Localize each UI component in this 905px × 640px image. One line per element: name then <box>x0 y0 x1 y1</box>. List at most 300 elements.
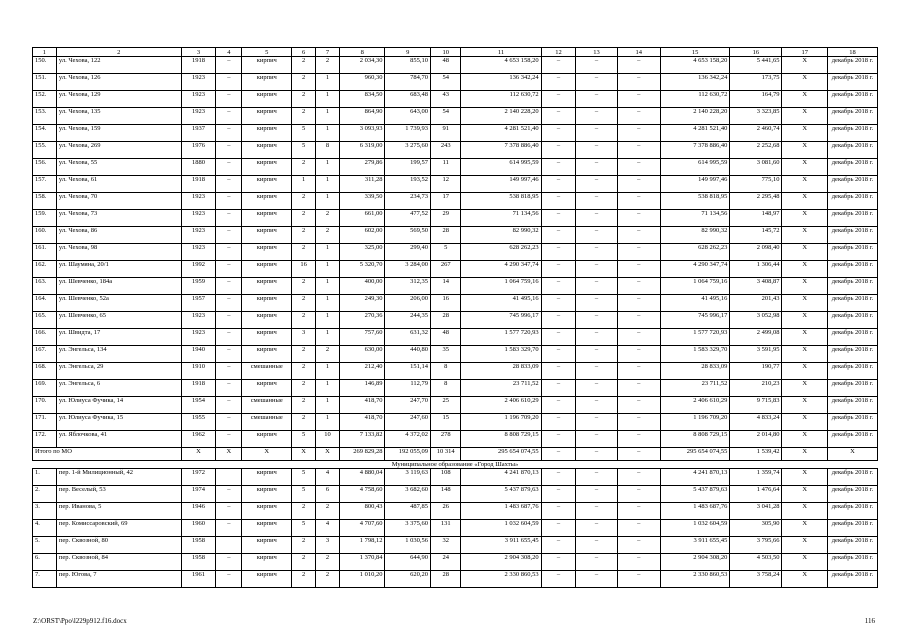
table-cell: кирпич <box>242 503 292 520</box>
table-cell: – <box>216 431 242 448</box>
table-cell: 82 990,32 <box>660 227 729 244</box>
table-cell: 28 833,09 <box>461 363 541 380</box>
table-cell: 173,75 <box>730 74 782 91</box>
table-cell: X <box>782 503 828 520</box>
table-cell: 164. <box>33 295 57 312</box>
table-cell: 800,43 <box>339 503 385 520</box>
table-cell: X <box>782 227 828 244</box>
table-cell: – <box>576 57 617 74</box>
table-cell: 1 <box>316 125 340 142</box>
table-cell: 163. <box>33 278 57 295</box>
table-row <box>33 125 878 142</box>
table-cell: 278 <box>431 431 461 448</box>
table-cell: 1918 <box>181 380 216 397</box>
column-number-cell: 16 <box>730 48 782 57</box>
table-cell: – <box>576 261 617 278</box>
table-cell: 3 <box>292 329 316 346</box>
total-cell: 295 654 074,55 <box>660 448 729 461</box>
total-cell: 295 654 074,55 <box>461 448 541 461</box>
table-cell: 2 <box>292 414 316 431</box>
table-row <box>33 312 878 329</box>
table-cell: 2 330 860,53 <box>461 571 541 588</box>
table-cell: 4 <box>316 520 340 537</box>
table-cell: 4 758,60 <box>339 486 385 503</box>
table-cell: ул. Чехова, 135 <box>56 108 181 125</box>
table-row <box>33 142 878 159</box>
table-cell: декабрь 2018 г. <box>827 244 877 261</box>
table-cell <box>216 469 242 486</box>
table-cell: 1 <box>316 193 340 210</box>
table-cell: 3 591,95 <box>730 346 782 363</box>
table-cell: 418,70 <box>339 397 385 414</box>
table-cell: ул. Чехова, 159 <box>56 125 181 142</box>
table-cell: 644,90 <box>385 554 431 571</box>
table-cell: 775,10 <box>730 176 782 193</box>
table-cell: пер. 1-й Милиционный, 42 <box>56 469 181 486</box>
table-cell: 152. <box>33 91 57 108</box>
table-cell: ул. Энгельса, 134 <box>56 346 181 363</box>
table-cell: кирпич <box>242 159 292 176</box>
table-cell: 1923 <box>181 244 216 261</box>
table-cell: 4 241 870,13 <box>461 469 541 486</box>
column-number-cell: 18 <box>827 48 877 57</box>
table-cell: пер. Югова, 7 <box>56 571 181 588</box>
table-cell: 3 795,66 <box>730 537 782 554</box>
table-cell: 112 630,72 <box>461 91 541 108</box>
table-cell: 201,43 <box>730 295 782 312</box>
table-cell: пер. Сквозной, 80 <box>56 537 181 554</box>
table-cell: 2 <box>292 159 316 176</box>
table-cell: – <box>617 193 660 210</box>
table-cell: 1910 <box>181 363 216 380</box>
table-cell: 16 <box>292 261 316 278</box>
table-cell: – <box>576 244 617 261</box>
table-cell: 154. <box>33 125 57 142</box>
table-cell: декабрь 2018 г. <box>827 108 877 125</box>
total-cell: 269 829,28 <box>339 448 385 461</box>
table-cell: декабрь 2018 г. <box>827 125 877 142</box>
table-cell: 165. <box>33 312 57 329</box>
table-cell: 1923 <box>181 227 216 244</box>
table-cell: 168. <box>33 363 57 380</box>
table-cell: 1 <box>316 244 340 261</box>
table-cell: 3. <box>33 503 57 520</box>
table-cell: кирпич <box>242 74 292 91</box>
table-cell: 3 081,60 <box>730 159 782 176</box>
table-cell: – <box>216 74 242 91</box>
table-cell: 2 140 228,20 <box>461 108 541 125</box>
table-cell: 4 281 521,40 <box>461 125 541 142</box>
table-cell: 1923 <box>181 91 216 108</box>
table-cell: X <box>782 261 828 278</box>
table-cell: X <box>782 278 828 295</box>
table-cell: 160. <box>33 227 57 244</box>
table-cell: – <box>617 142 660 159</box>
table-cell: 1 359,74 <box>730 469 782 486</box>
table-cell: кирпич <box>242 57 292 74</box>
table-cell: 1 476,64 <box>730 486 782 503</box>
table-cell: – <box>541 210 576 227</box>
column-number-cell: 9 <box>385 48 431 57</box>
table-cell: смешанные <box>242 414 292 431</box>
table-cell: 620,20 <box>385 571 431 588</box>
table-cell: 1937 <box>181 125 216 142</box>
table-cell: 2 <box>292 108 316 125</box>
table-row <box>33 431 878 448</box>
table-cell: 14 <box>431 278 461 295</box>
table-cell: – <box>216 329 242 346</box>
table-cell: 212,40 <box>339 363 385 380</box>
table-cell: – <box>576 142 617 159</box>
table-cell: 6 319,00 <box>339 142 385 159</box>
table-cell: 4 833,24 <box>730 414 782 431</box>
table-cell: X <box>782 380 828 397</box>
table-cell: 1955 <box>181 414 216 431</box>
total-cell: – <box>617 448 660 461</box>
table-cell: 311,28 <box>339 176 385 193</box>
table-cell: 148,97 <box>730 210 782 227</box>
section-title: Муниципальное образование «Город Шахты» <box>33 461 878 469</box>
table-cell: 418,70 <box>339 414 385 431</box>
table-row <box>33 74 878 91</box>
table-cell: 2 <box>316 210 340 227</box>
table-cell: 2 252,68 <box>730 142 782 159</box>
total-row <box>33 448 878 461</box>
table-cell: декабрь 2018 г. <box>827 295 877 312</box>
table-cell: – <box>576 108 617 125</box>
table-cell: кирпич <box>242 91 292 108</box>
table-cell: 24 <box>431 554 461 571</box>
table-cell: 440,80 <box>385 346 431 363</box>
registry-table <box>32 47 878 588</box>
table-cell: – <box>216 414 242 431</box>
table-cell: 1 032 604,59 <box>660 520 729 537</box>
table-cell: 1 <box>292 176 316 193</box>
table-cell: 2 295,48 <box>730 193 782 210</box>
total-cell: – <box>541 448 576 461</box>
table-cell: 325,00 <box>339 244 385 261</box>
total-cell: X <box>316 448 340 461</box>
table-cell: декабрь 2018 г. <box>827 278 877 295</box>
table-cell: 7 133,82 <box>339 431 385 448</box>
table-cell: декабрь 2018 г. <box>827 329 877 346</box>
table-cell: – <box>216 142 242 159</box>
table-cell: – <box>216 380 242 397</box>
table-cell: – <box>541 244 576 261</box>
table-cell: – <box>541 295 576 312</box>
table-cell: 4 241 870,13 <box>660 469 729 486</box>
table-cell: – <box>576 74 617 91</box>
table-cell: – <box>216 125 242 142</box>
table-cell: декабрь 2018 г. <box>827 414 877 431</box>
table-cell: 1 483 687,76 <box>461 503 541 520</box>
table-cell: декабрь 2018 г. <box>827 554 877 571</box>
table-cell: – <box>576 363 617 380</box>
table-cell: – <box>617 227 660 244</box>
table-cell: 3 911 655,45 <box>660 537 729 554</box>
table-cell: 2 <box>292 537 316 554</box>
table-cell: – <box>541 108 576 125</box>
table-cell: 17 <box>431 193 461 210</box>
table-cell: 249,30 <box>339 295 385 312</box>
table-cell: 190,77 <box>730 363 782 380</box>
table-cell: кирпич <box>242 125 292 142</box>
table-cell: – <box>541 469 576 486</box>
column-number-cell: 14 <box>617 48 660 57</box>
table-cell: 2 <box>292 571 316 588</box>
table-cell: 164,79 <box>730 91 782 108</box>
table-cell: – <box>541 571 576 588</box>
table-cell: 1918 <box>181 176 216 193</box>
table-cell: 3 323,85 <box>730 108 782 125</box>
table-cell: – <box>576 176 617 193</box>
table-cell: 602,00 <box>339 227 385 244</box>
table-cell: 745 996,17 <box>660 312 729 329</box>
table-cell: 5 <box>292 125 316 142</box>
table-cell: 1961 <box>181 571 216 588</box>
table-cell: 10 <box>316 431 340 448</box>
table-cell: ул. Энгельса, 6 <box>56 380 181 397</box>
table-cell: – <box>617 571 660 588</box>
total-cell: X <box>292 448 316 461</box>
table-cell: 112 630,72 <box>660 91 729 108</box>
table-cell: кирпич <box>242 469 292 486</box>
table-cell: 1 196 709,20 <box>660 414 729 431</box>
table-cell: – <box>541 227 576 244</box>
table-cell: – <box>576 520 617 537</box>
table-cell: 3 041,28 <box>730 503 782 520</box>
table-cell: 3 093,93 <box>339 125 385 142</box>
footer-file-path: Z:\ORST\Ppo\l229p912.f16.docx <box>33 617 127 625</box>
table-cell: ул. Шевченко, 65 <box>56 312 181 329</box>
table-cell: X <box>782 176 828 193</box>
table-cell: 628 262,23 <box>461 244 541 261</box>
table-cell: 1 064 759,16 <box>461 278 541 295</box>
table-cell: – <box>617 346 660 363</box>
table-cell: X <box>782 346 828 363</box>
table-cell: 5 437 879,63 <box>660 486 729 503</box>
table-cell: 23 711,52 <box>660 380 729 397</box>
table-cell: 1958 <box>181 554 216 571</box>
table-cell: 1 <box>316 363 340 380</box>
table-cell: 2 499,08 <box>730 329 782 346</box>
table-cell: 569,50 <box>385 227 431 244</box>
table-cell: декабрь 2018 г. <box>827 176 877 193</box>
table-cell: 199,57 <box>385 159 431 176</box>
table-cell: 35 <box>431 346 461 363</box>
table-cell: – <box>541 312 576 329</box>
table-cell: – <box>541 193 576 210</box>
table-cell: декабрь 2018 г. <box>827 312 877 329</box>
table-cell: 149 997,46 <box>660 176 729 193</box>
table-cell: – <box>617 278 660 295</box>
table-cell: – <box>576 125 617 142</box>
table-cell: 48 <box>431 57 461 74</box>
table-cell: кирпич <box>242 193 292 210</box>
table-cell: X <box>782 210 828 227</box>
table-cell: 312,35 <box>385 278 431 295</box>
table-cell: – <box>541 346 576 363</box>
table-cell: – <box>617 74 660 91</box>
table-cell: 2 <box>292 244 316 261</box>
table-cell: 1 <box>316 380 340 397</box>
table-cell: кирпич <box>242 380 292 397</box>
table-cell: 7 378 886,40 <box>660 142 729 159</box>
table-cell: 153. <box>33 108 57 125</box>
table-cell: 1 <box>316 312 340 329</box>
table-cell: 151. <box>33 74 57 91</box>
table-cell: ул. Чехова, 122 <box>56 57 181 74</box>
table-cell: 5 <box>292 431 316 448</box>
table-cell: 25 <box>431 397 461 414</box>
table-cell: кирпич <box>242 244 292 261</box>
table-cell: кирпич <box>242 312 292 329</box>
table-cell: 834,50 <box>339 91 385 108</box>
table-cell: кирпич <box>242 431 292 448</box>
table-cell: 161. <box>33 244 57 261</box>
table-cell: – <box>617 244 660 261</box>
column-number-cell: 17 <box>782 48 828 57</box>
table-cell: – <box>617 329 660 346</box>
table-cell: ул. Шаумяна, 20/1 <box>56 261 181 278</box>
table-cell: 5 <box>292 142 316 159</box>
table-cell: 538 818,95 <box>660 193 729 210</box>
table-cell: 149 997,46 <box>461 176 541 193</box>
table-cell: 159. <box>33 210 57 227</box>
table-cell: – <box>576 91 617 108</box>
table-cell: – <box>576 503 617 520</box>
table-row <box>33 469 878 486</box>
table-cell: 400,00 <box>339 278 385 295</box>
table-cell: – <box>216 346 242 363</box>
total-cell: X <box>242 448 292 461</box>
table-cell: 54 <box>431 74 461 91</box>
total-cell: 192 055,09 <box>385 448 431 461</box>
table-cell: 339,50 <box>339 193 385 210</box>
table-cell: 2 <box>292 91 316 108</box>
table-cell: – <box>541 261 576 278</box>
table-cell: – <box>617 414 660 431</box>
table-cell: ул. Чехова, 73 <box>56 210 181 227</box>
table-cell: – <box>576 295 617 312</box>
table-cell: 864,90 <box>339 108 385 125</box>
table-row <box>33 193 878 210</box>
table-cell: 2 406 610,29 <box>660 397 729 414</box>
table-cell: 1 <box>316 74 340 91</box>
table-cell: 167. <box>33 346 57 363</box>
table-cell: ул. Шевченко, 184а <box>56 278 181 295</box>
table-cell: 7. <box>33 571 57 588</box>
table-cell: – <box>216 244 242 261</box>
table-cell: – <box>576 431 617 448</box>
table-cell: 1976 <box>181 142 216 159</box>
table-cell: 8 808 729,15 <box>461 431 541 448</box>
table-cell: 131 <box>431 520 461 537</box>
table-cell: X <box>782 159 828 176</box>
table-cell: – <box>617 380 660 397</box>
table-cell: 1 739,93 <box>385 125 431 142</box>
table-cell: 4 880,04 <box>339 469 385 486</box>
table-cell: – <box>541 486 576 503</box>
table-cell: – <box>576 469 617 486</box>
column-number-cell: 1 <box>33 48 57 57</box>
table-cell: 244,35 <box>385 312 431 329</box>
table-cell: 1923 <box>181 210 216 227</box>
table-cell: 1 <box>316 108 340 125</box>
table-cell: декабрь 2018 г. <box>827 74 877 91</box>
table-cell: 112,79 <box>385 380 431 397</box>
table-cell: 614 995,59 <box>660 159 729 176</box>
table-cell: кирпич <box>242 571 292 588</box>
table-cell: 136 342,24 <box>461 74 541 91</box>
table-cell: 171. <box>33 414 57 431</box>
table-cell: 145,72 <box>730 227 782 244</box>
table-cell: X <box>782 363 828 380</box>
table-cell: X <box>782 295 828 312</box>
column-number-cell: 10 <box>431 48 461 57</box>
table-cell: 1. <box>33 469 57 486</box>
table-cell: – <box>576 397 617 414</box>
table-cell: – <box>576 159 617 176</box>
table-row <box>33 176 878 193</box>
table-row <box>33 503 878 520</box>
table-cell: 299,40 <box>385 244 431 261</box>
table-cell: – <box>541 176 576 193</box>
table-cell: 1 030,56 <box>385 537 431 554</box>
table-cell: X <box>782 329 828 346</box>
table-cell: X <box>782 520 828 537</box>
total-cell: X <box>216 448 242 461</box>
table-cell: декабрь 2018 г. <box>827 210 877 227</box>
table-cell: X <box>782 193 828 210</box>
table-cell: 1880 <box>181 159 216 176</box>
table-cell: кирпич <box>242 295 292 312</box>
table-cell: 23 711,52 <box>461 380 541 397</box>
table-cell: декабрь 2018 г. <box>827 91 877 108</box>
table-cell: 1959 <box>181 278 216 295</box>
table-cell: 1 064 759,16 <box>660 278 729 295</box>
table-cell: X <box>782 397 828 414</box>
table-cell: кирпич <box>242 537 292 554</box>
table-cell: 279,86 <box>339 159 385 176</box>
table-cell: 4 653 158,20 <box>660 57 729 74</box>
table-cell: 2 <box>292 57 316 74</box>
table-cell: декабрь 2018 г. <box>827 346 877 363</box>
table-cell: 1 <box>316 414 340 431</box>
table-cell: декабрь 2018 г. <box>827 193 877 210</box>
table-cell: декабрь 2018 г. <box>827 227 877 244</box>
table-row <box>33 329 878 346</box>
table-cell <box>216 537 242 554</box>
table-cell: 305,90 <box>730 520 782 537</box>
table-cell: 2 <box>292 193 316 210</box>
table-cell: – <box>576 380 617 397</box>
table-cell: ул. Чехова, 269 <box>56 142 181 159</box>
table-cell: X <box>782 57 828 74</box>
table-cell: X <box>782 537 828 554</box>
table-cell: ул. Чехова, 61 <box>56 176 181 193</box>
table-cell: – <box>216 503 242 520</box>
table-cell: 477,52 <box>385 210 431 227</box>
table-cell: 1960 <box>181 520 216 537</box>
table-cell: 2 014,80 <box>730 431 782 448</box>
table-cell: – <box>617 91 660 108</box>
table-cell: 1962 <box>181 431 216 448</box>
total-cell: Итого по МО <box>33 448 182 461</box>
table-row <box>33 537 878 554</box>
table-cell: – <box>617 159 660 176</box>
table-cell: – <box>216 363 242 380</box>
